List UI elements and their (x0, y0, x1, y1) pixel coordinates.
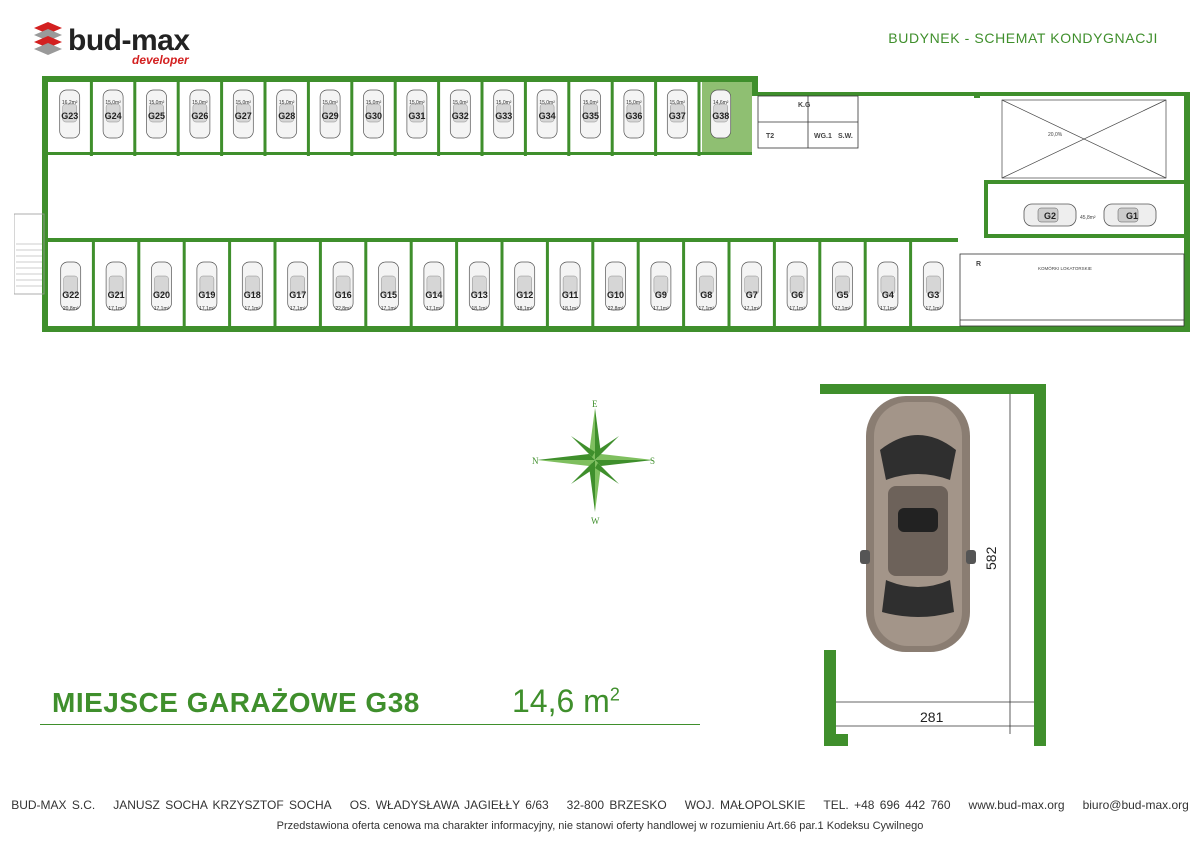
slot-label: G12 (516, 290, 534, 300)
slot-label: G10 (606, 290, 625, 300)
slot-area: 17,1m² (108, 306, 124, 312)
slot-label: G11 (561, 290, 579, 300)
slot-divider (567, 82, 570, 156)
slot-divider (773, 238, 776, 326)
slot-label: G9 (654, 290, 667, 300)
slot-label: G16 (334, 290, 352, 300)
room-wg: WG.1 (814, 133, 832, 140)
slot-g24 (103, 90, 123, 138)
slot-area: 18,1m² (516, 306, 533, 312)
slot-divider (611, 82, 614, 156)
g2-label: G2 (1044, 211, 1057, 221)
footer-contact (0, 798, 1200, 812)
slot-label: G27 (234, 111, 252, 121)
slot-label: G18 (243, 290, 261, 300)
spot-area: 14,6 $m^2$ (512, 683, 620, 719)
slot-area: 17,1m² (244, 306, 261, 312)
ramp-slope: 20,0% (1048, 132, 1063, 138)
slot-divider (501, 238, 504, 326)
spot-title: MIEJSCE GARAŻOWE G38 (52, 687, 420, 718)
slot-divider (307, 82, 310, 156)
floor-plan (14, 74, 1190, 336)
slot-g19 (197, 262, 217, 312)
slot-g14 (424, 262, 444, 312)
slot-divider (864, 238, 867, 326)
slot-area: 15,0m² (278, 100, 295, 106)
slot-area: 15,0m² (582, 100, 599, 106)
slot-label: G15 (379, 290, 398, 300)
compass-west: W (591, 516, 600, 526)
g1-g2-area: 45,8m² (1080, 215, 1096, 221)
slot-divider (437, 82, 440, 156)
slot-divider (228, 238, 231, 326)
slot-area: 15,0m² (105, 100, 121, 106)
slot-divider (220, 82, 223, 156)
slot-area: 15,0m² (192, 100, 208, 106)
slot-label: G28 (278, 111, 296, 121)
slot-g20 (152, 262, 172, 312)
slot-label: G17 (289, 290, 307, 300)
slot-area: 15,0m² (148, 100, 165, 106)
slot-divider (818, 238, 821, 326)
slot-area: 15,0m² (626, 100, 642, 106)
slot-area: 15,0m² (235, 100, 252, 106)
slot-divider (637, 238, 640, 326)
header-title: BUDYNEK - SCHEMAT KONDYGNACJI (888, 30, 1158, 46)
slot-g12 (515, 262, 535, 312)
slot-divider (455, 238, 458, 326)
slot-g13 (469, 262, 489, 312)
footer-disclaimer: Przedstawiona oferta cenowa ma charakter informacyjny, nie stanowi oferty handlowej w rozumieniu Art.66 par.1 Kodeksu Cywilnego (276, 820, 924, 832)
slot-area: 15,0m² (322, 100, 338, 106)
slot-g11 (560, 262, 580, 312)
slot-g36 (624, 90, 644, 138)
slot-area: 17,1m² (653, 306, 669, 312)
slot-divider (274, 238, 277, 326)
footer-phone: TEL. +48 696 442 760 (823, 798, 951, 812)
slot-g8 (696, 262, 716, 312)
slot-g21 (106, 262, 126, 312)
slot-area: 14,6m² (712, 100, 729, 106)
slot-g31 (407, 90, 427, 138)
slot-label: G3 (927, 290, 940, 300)
slot-label: G5 (836, 290, 849, 300)
compass-north: N (532, 456, 539, 466)
compass-east: E (592, 399, 598, 409)
slot-area: 17,1m² (925, 306, 942, 312)
slot-label: G26 (191, 111, 209, 121)
slot-area: 18,1m² (471, 306, 488, 312)
slot-label: G6 (791, 290, 804, 300)
footer-email-link[interactable]: biuro@bud-max.org (1082, 798, 1189, 812)
slot-g28 (277, 90, 297, 138)
slot-g17 (288, 262, 308, 312)
slot-area: 18,1m² (562, 306, 578, 312)
slot-g5 (833, 262, 853, 312)
slot-g3 (923, 262, 943, 312)
slot-g26 (190, 90, 210, 138)
slot-divider (682, 238, 685, 326)
slot-area: 17,1m² (834, 306, 851, 312)
footer-web-link[interactable]: www.bud-max.org (968, 798, 1065, 812)
slot-label: G7 (745, 290, 758, 300)
slot-label: G24 (104, 111, 122, 121)
slot-g23 (60, 90, 80, 138)
slot-area: 22,8m² (607, 306, 624, 312)
slot-label: G35 (581, 111, 600, 121)
footer-owners: JANUSZ SOCHA KRZYSZTOF SOCHA (113, 798, 332, 812)
slot-label: G13 (470, 290, 488, 300)
slot-g29 (320, 90, 340, 138)
slot-area: 17,1m² (153, 306, 170, 312)
slot-g33 (494, 90, 514, 138)
slot-label: G8 (700, 290, 713, 300)
slot-divider (481, 82, 484, 156)
slot-label: G32 (451, 111, 469, 121)
car-illustration (860, 396, 976, 652)
slot-area: 15,0m² (669, 100, 686, 106)
width-label: 281 (920, 709, 944, 725)
logo-text: bud-max (68, 24, 190, 57)
slot-g7 (742, 262, 762, 312)
slot-divider (133, 82, 136, 156)
slot-area: 15,0m² (495, 100, 512, 106)
slot-divider (90, 82, 93, 156)
slot-divider (698, 82, 701, 156)
slot-divider (591, 238, 594, 326)
slot-divider (350, 82, 353, 156)
slot-g9 (651, 262, 671, 312)
slot-g37 (667, 90, 687, 138)
slot-g4 (878, 262, 898, 312)
slot-g18 (242, 262, 262, 312)
title-rule (40, 724, 700, 725)
room-sw: S.W. (838, 133, 853, 140)
slot-divider (92, 238, 95, 326)
slot-area: 15,0m² (409, 100, 425, 106)
slot-divider (394, 82, 397, 156)
slot-area: 15,0m² (365, 100, 382, 106)
slot-label: G4 (881, 290, 894, 300)
slot-label: G25 (147, 111, 166, 121)
slot-divider (728, 238, 731, 326)
room-kg: K.G (798, 102, 811, 109)
room-t2: T2 (766, 133, 775, 140)
footer-company: BUD-MAX S.C. (11, 798, 96, 812)
slot-divider (909, 238, 912, 326)
footer-city: 32-800 BRZESKO (566, 798, 667, 812)
slot-g32 (450, 90, 470, 138)
slot-g22 (61, 262, 81, 312)
slot-label: G31 (408, 111, 426, 121)
slot-area: 17,1m² (380, 306, 397, 312)
slot-label: G30 (364, 111, 383, 121)
slot-area: 17,1m² (698, 306, 715, 312)
slot-g35 (581, 90, 601, 138)
slot-g15 (379, 262, 399, 312)
slot-g25 (147, 90, 167, 138)
room-r: R (976, 261, 982, 268)
footer-region: WOJ. MAŁOPOLSKIE (684, 798, 806, 812)
logo-subtitle: developer (132, 53, 189, 67)
slot-label: G22 (62, 290, 80, 300)
slot-g38 (711, 90, 731, 138)
slot-divider (546, 238, 549, 326)
slot-area: 17,1m² (289, 306, 306, 312)
slot-g10 (606, 262, 626, 312)
logo-icon (34, 22, 64, 58)
slot-label: G23 (61, 111, 79, 121)
compass-rose (530, 396, 660, 528)
slot-divider (524, 82, 527, 156)
slot-label: G21 (107, 290, 125, 300)
slot-g27 (233, 90, 253, 138)
slot-area: 20,8m² (62, 306, 79, 312)
slot-g34 (537, 90, 557, 138)
slot-divider (183, 238, 186, 326)
room-komorki: KOMÓRKI LOKATORSKIE (1038, 266, 1092, 271)
footer-address: OS. WŁADYSŁAWA JAGIEŁŁY 6/63 (349, 798, 549, 812)
slot-divider (364, 238, 367, 326)
slot-g16 (333, 262, 353, 312)
slot-divider (654, 82, 657, 156)
slot-divider (137, 238, 140, 326)
slot-area: 17,1m² (426, 306, 442, 312)
slot-area: 15,0m² (452, 100, 469, 106)
slot-label: G19 (198, 290, 216, 300)
g38-detail (810, 380, 1055, 750)
slot-divider (264, 82, 267, 156)
slot-area: 15,0m² (539, 100, 555, 106)
slot-area: 22,8m² (335, 306, 351, 312)
compass-south: S (650, 456, 656, 466)
slot-area: 17,1m² (743, 306, 760, 312)
slot-area: 17,1m² (199, 306, 215, 312)
slot-divider (410, 238, 413, 326)
slot-label: G38 (712, 111, 730, 121)
slot-label: G37 (668, 111, 686, 121)
slot-label: G36 (625, 111, 643, 121)
slot-label: G20 (152, 290, 171, 300)
slot-area: 16,2m² (61, 100, 78, 106)
slot-area: 17,1m² (880, 306, 896, 312)
slot-divider (319, 238, 322, 326)
slot-area: 17,1m² (789, 306, 805, 312)
slot-divider (177, 82, 180, 156)
slot-g30 (364, 90, 384, 138)
slot-label: G33 (495, 111, 513, 121)
g1-label: G1 (1126, 211, 1139, 221)
slot-label: G14 (425, 290, 443, 300)
slot-g6 (787, 262, 807, 312)
slot-label: G29 (321, 111, 339, 121)
depth-label: 582 (983, 546, 999, 570)
slot-label: G34 (538, 111, 556, 121)
